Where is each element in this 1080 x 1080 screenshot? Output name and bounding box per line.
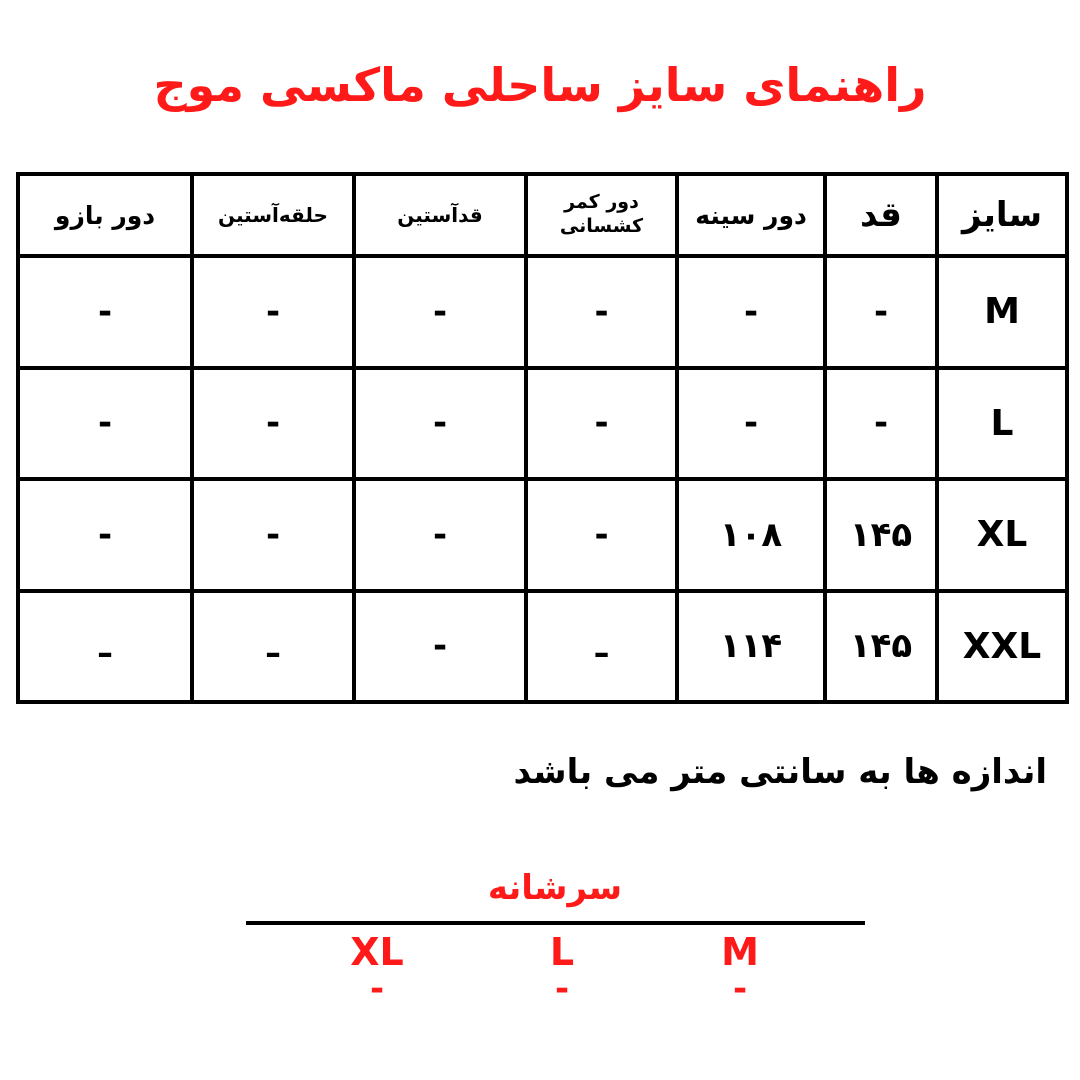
table-row — [18, 479, 1067, 591]
header-waist: دور کمر کشسانی — [526, 174, 677, 256]
cell-arm: - — [18, 479, 192, 591]
cell-arm: - — [18, 368, 192, 480]
shoulder-title: سرشانه — [487, 868, 623, 908]
cell-sleeve-length: - — [354, 368, 526, 480]
shoulder-column-m — [680, 930, 800, 1009]
shoulder-size-value: - — [369, 968, 385, 1009]
cell-armhole: - — [192, 256, 354, 368]
page-title: راهنمای سایز ساحلی ماکسی موج — [153, 58, 927, 112]
cell-size: M — [937, 256, 1067, 368]
cell-chest: ۱۱۴ — [677, 591, 825, 703]
cell-waist: ـ — [526, 591, 677, 703]
header-chest: دور سینه — [677, 174, 825, 256]
cell-size: XL — [937, 479, 1067, 591]
header-arm: دور بازو — [18, 174, 192, 256]
cell-arm: - — [18, 256, 192, 368]
table-row — [18, 591, 1067, 703]
cell-sleeve-length: - — [354, 591, 526, 703]
table-header-row — [18, 174, 1067, 256]
cell-armhole: - — [192, 479, 354, 591]
units-note: اندازه ها به سانتی متر می باشد — [513, 752, 1047, 792]
header-sleeve-length: قدآستین — [354, 174, 526, 256]
cell-size: L — [937, 368, 1067, 480]
shoulder-size-value: - — [732, 968, 748, 1009]
cell-waist: - — [526, 479, 677, 591]
shoulder-column-l — [502, 930, 622, 1009]
shoulder-column-xl — [317, 930, 437, 1009]
cell-size: XXL — [937, 591, 1067, 703]
table-row — [18, 368, 1067, 480]
cell-armhole: - — [192, 368, 354, 480]
shoulder-size-label: M — [721, 930, 759, 974]
header-armhole: حلقه‌آستین — [192, 174, 354, 256]
cell-waist: - — [526, 368, 677, 480]
cell-height: - — [825, 256, 937, 368]
shoulder-size-label: L — [549, 930, 575, 974]
cell-waist: - — [526, 256, 677, 368]
cell-chest: - — [677, 256, 825, 368]
cell-chest: - — [677, 368, 825, 480]
cell-arm: ـ — [18, 591, 192, 703]
shoulder-size-label: XL — [350, 930, 404, 974]
cell-sleeve-length: - — [354, 479, 526, 591]
cell-sleeve-length: - — [354, 256, 526, 368]
header-height: قد — [825, 174, 937, 256]
header-size: سایز — [937, 174, 1067, 256]
cell-armhole: ـ — [192, 591, 354, 703]
cell-height: ۱۴۵ — [825, 591, 937, 703]
shoulder-divider — [246, 921, 865, 925]
shoulder-size-value: - — [554, 968, 570, 1009]
cell-height: ۱۴۵ — [825, 479, 937, 591]
table-row — [18, 256, 1067, 368]
cell-height: - — [825, 368, 937, 480]
size-chart-table — [16, 172, 1069, 704]
cell-chest: ۱۰۸ — [677, 479, 825, 591]
